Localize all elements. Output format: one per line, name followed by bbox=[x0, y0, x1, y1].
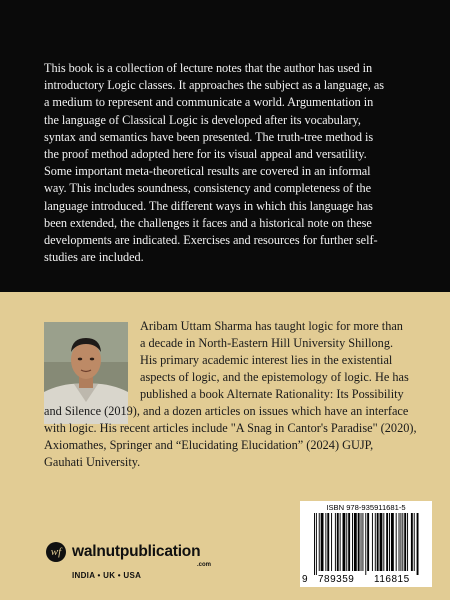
barcode-bar bbox=[319, 513, 320, 571]
barcode-bar bbox=[325, 513, 326, 571]
publisher-name: walnutpublication bbox=[72, 543, 201, 560]
barcode-bar bbox=[348, 513, 350, 571]
publisher-regions: INDIA • UK • USA bbox=[72, 571, 142, 580]
barcode-digit-first: 9 bbox=[302, 574, 309, 585]
barcode-bar bbox=[372, 513, 373, 571]
barcode-bar bbox=[314, 513, 315, 575]
blurb-line: This book is a collection of lecture notes that the author has used in bbox=[44, 61, 373, 75]
barcode-bar bbox=[361, 513, 362, 571]
blurb-line: way. This includes soundness, consistency and completeness of the bbox=[44, 181, 371, 196]
barcode-bar bbox=[365, 513, 366, 575]
barcode-bar bbox=[358, 513, 360, 571]
author-bio-line: Axiomathes, Springer and “Elucidating Elucidation” (2024) GUJP, bbox=[44, 438, 374, 452]
barcode-bar bbox=[352, 513, 353, 571]
barcode-bar bbox=[411, 513, 413, 571]
author-bio-line: Gauhati University. bbox=[44, 455, 141, 469]
barcode-bar bbox=[414, 513, 415, 571]
isbn-label: ISBN 978-935911681-5 bbox=[326, 503, 406, 512]
barcode-bar bbox=[391, 513, 394, 571]
author-bio-line: published a book Alternate Rationality: Its Possibility bbox=[140, 387, 404, 401]
publisher-domain: .com bbox=[197, 562, 212, 568]
barcode-bar bbox=[321, 513, 324, 571]
back-cover-top-panel bbox=[0, 0, 450, 292]
barcode-bar bbox=[362, 513, 363, 571]
author-bio-line: aspects of logic, and the epistemology of logic. He has bbox=[140, 370, 409, 384]
barcode-bar bbox=[335, 513, 336, 571]
barcode-bar bbox=[340, 513, 341, 571]
barcode-digits-left: 789359 bbox=[318, 574, 355, 585]
author-bio-line: Aribam Uttam Sharma has taught logic for more than bbox=[140, 319, 403, 333]
barcode-digits-right: 116815 bbox=[374, 574, 410, 585]
blurb-line: the language of Classical Logic is developed after its vocabulary, bbox=[44, 112, 361, 127]
barcode-bar bbox=[380, 513, 383, 571]
barcode-bar bbox=[417, 513, 419, 575]
barcode-bar bbox=[400, 513, 401, 571]
barcode-bar bbox=[402, 513, 403, 571]
barcode-bar bbox=[404, 513, 406, 571]
barcode-bars-graphic bbox=[306, 513, 426, 575]
publisher-mark-icon: wf bbox=[46, 542, 66, 562]
blurb-line: a medium to represent and communicate a world. Argumentation in bbox=[44, 95, 374, 110]
barcode-bar bbox=[327, 513, 329, 571]
author-bio-line: with logic. His recent articles include "A Snag in Cantor's Paradise" (2020), bbox=[44, 421, 417, 435]
book-blurb bbox=[44, 60, 406, 266]
barcode-bar bbox=[407, 513, 408, 571]
author-bio-line: and Silence (2019), and a dozen articles on issues which have an interface bbox=[44, 404, 409, 418]
blurb-line: been extended, the challenges it faces and a historical note on these bbox=[44, 215, 372, 230]
barcode-bar bbox=[377, 513, 379, 571]
barcode-bar bbox=[375, 513, 376, 571]
barcode-bar bbox=[389, 513, 390, 571]
author-bio-line: His primary academic interest lies in the existential bbox=[140, 353, 393, 367]
blurb-line: studies are included. bbox=[44, 250, 144, 265]
barcode-bar bbox=[383, 513, 384, 571]
blurb-line: syntax and semantics have been presented. The truth-tree method is bbox=[44, 129, 374, 144]
blurb-line: introductory Logic classes. It approaches the subject as a language, as bbox=[44, 78, 384, 93]
barcode-bar bbox=[386, 513, 388, 571]
barcode-bar bbox=[354, 513, 357, 571]
barcode-bar bbox=[316, 513, 317, 575]
blurb-line: Some important meta-theoretical results are covered in an informal bbox=[44, 164, 371, 179]
barcode-bar bbox=[337, 513, 339, 571]
author-bio-line: a decade in North-Eastern Hill University Shillong. bbox=[140, 336, 394, 350]
blurb-line: language introduced. The different ways in which this language has bbox=[44, 198, 373, 213]
barcode-bar bbox=[396, 513, 397, 571]
barcode-bar bbox=[399, 513, 400, 571]
blurb-line: the proof method adopted here for its visual appeal and versatility. bbox=[44, 147, 367, 162]
barcode-bar bbox=[331, 513, 332, 571]
barcode-bar bbox=[367, 513, 369, 571]
barcode-bar bbox=[346, 513, 347, 571]
blurb-line: developments are indicated. Exercises and resources for further self- bbox=[44, 233, 378, 248]
isbn-barcode bbox=[300, 501, 432, 587]
barcode-bar bbox=[343, 513, 346, 571]
